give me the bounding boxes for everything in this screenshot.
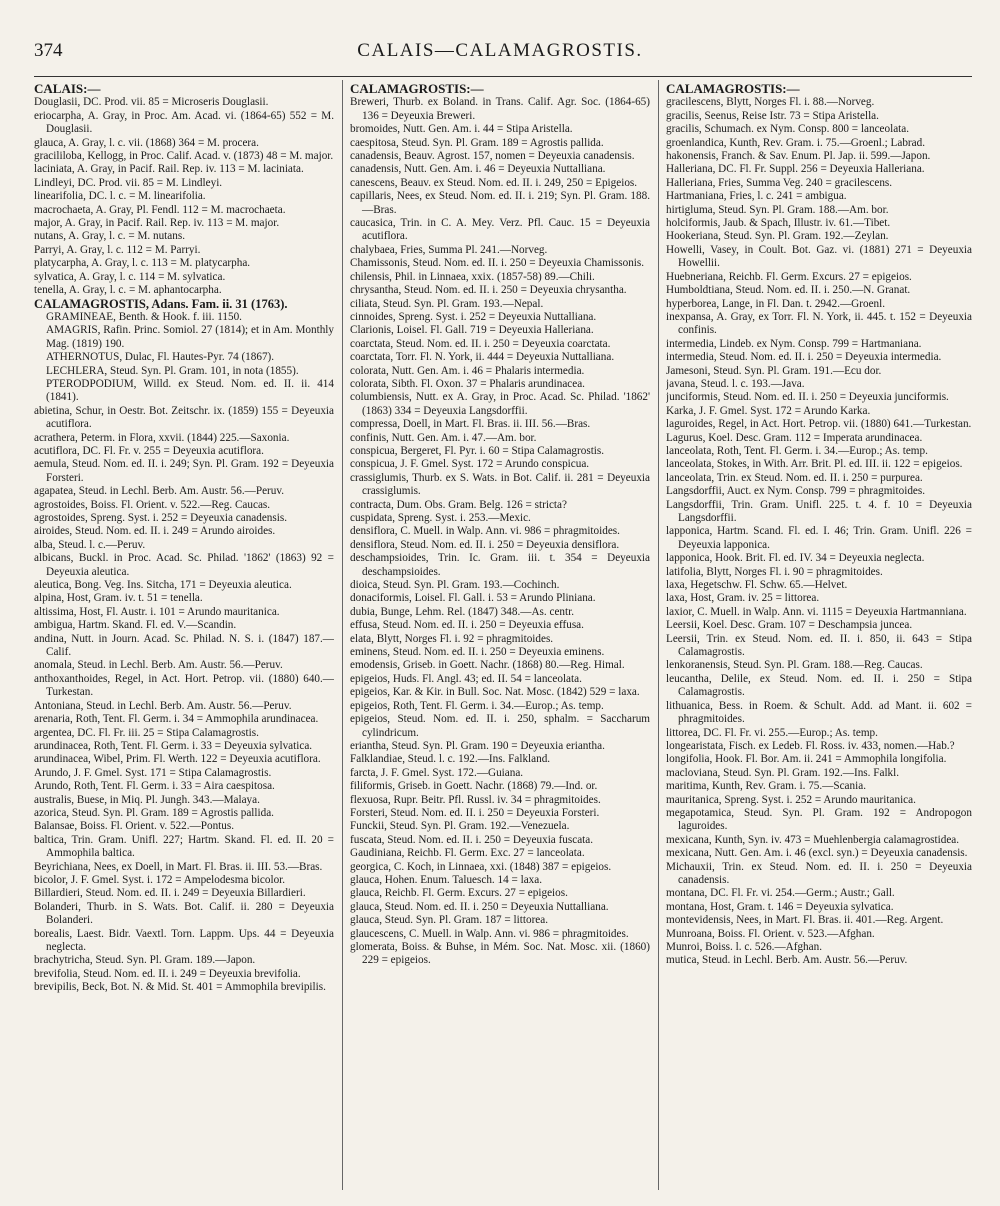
entry: hakonensis, Franch. & Sav. Enum. Pl. Jap. ii. 599.—Japon.	[666, 150, 931, 163]
entry: littorea, DC. Fl. Fr. vi. 255.—Europ.; As. temp.	[666, 726, 878, 739]
entry: compressa, Doell, in Mart. Fl. Bras. ii. III. 56.—Bras.	[350, 418, 591, 431]
entry: brevifolia, Steud. Nom. ed. II. i. 249 = Deyeuxia brevifolia.	[34, 967, 301, 980]
header-rule	[34, 76, 972, 77]
entry: epigeios, Steud. Nom. ed. II. i. 250, sphalm. = Saccharum cylindricum.	[350, 713, 650, 739]
entry: alpina, Host, Gram. iv. t. 51 = tenella.	[34, 592, 203, 605]
entry: Clarionis, Loisel. Fl. Gall. 719 = Deyeuxia Halleriana.	[350, 324, 594, 337]
entry: macloviana, Steud. Syn. Pl. Gram. 192.—Ins. Falkl.	[666, 766, 900, 779]
entry: gracilis, Seenus, Reise Istr. 73 = Stipa Aristella.	[666, 109, 879, 122]
entry: andina, Nutt. in Journ. Acad. Sc. Philad. N. S. i. (1847) 187.—Calif.	[34, 632, 334, 659]
entry: Humboldtiana, Steud. Nom. ed. II. i. 250.—N. Granat.	[666, 284, 911, 297]
entry: Breweri, Thurb. ex Boland. in Trans. Calif. Agr. Soc. (1864-65) 136 = Deyeuxia Breweri.	[350, 96, 650, 122]
entry: hirtigluma, Steud. Syn. Pl. Gram. 188.—Am. bor.	[666, 203, 889, 216]
entry: crassiglumis, Thurb. ex S. Wats. in Bot. Calif. ii. 281 = Deyeuxia crassiglumis.	[350, 471, 650, 498]
entry: intermedia, Lindeb. ex Nym. Consp. 799 = Hartmaniana.	[666, 337, 922, 350]
entry: Arundo, Roth, Tent. Fl. Germ. i. 33 = Aira caespitosa.	[34, 780, 275, 793]
entry: longearistata, Fisch. ex Ledeb. Fl. Ross. iv. 433, nomen.—Hab.?	[666, 739, 955, 752]
entry: confinis, Nutt. Gen. Am. i. 47.—Am. bor.	[350, 431, 537, 444]
entry: agapatea, Steud. in Lechl. Berb. Am. Austr. 56.—Peruv.	[34, 485, 285, 498]
entry: Michauxii, Trin. ex Steud. Nom. ed. II. i. 250 = Deyeuxia canadensis.	[666, 860, 972, 886]
entry: brachytricha, Steud. Syn. Pl. Gram. 189.—Japon.	[34, 954, 256, 967]
entry: canadensis, Nutt. Gen. Am. i. 46 = Deyeuxia Nuttalliana.	[350, 163, 606, 176]
entry: arundinacea, Wibel, Prim. Fl. Werth. 122 = Deyeuxia acutiflora.	[34, 753, 321, 766]
entry: canescens, Beauv. ex Steud. Nom. ed. II. i. 249, 250 = Epigeios.	[350, 176, 638, 189]
entry: lithuanica, Bess. in Roem. & Schult. Add. ad Mant. ii. 602 = phragmitoides.	[666, 699, 972, 726]
genus-heading: CALAIS:—	[34, 81, 101, 96]
running-title: CALAIS—CALAMAGROSTIS.	[357, 40, 643, 61]
entry: GRAMINEAE, Benth. & Hook. f. iii. 1150.	[46, 310, 242, 323]
entry: laciniata, A. Gray, in Pacif. Rail. Rep. iv. 113 = M. laciniata.	[34, 163, 304, 176]
entry: eriocarpha, A. Gray, in Proc. Am. Acad. vi. (1864-65) 552 = M. Douglasii.	[34, 109, 334, 136]
entry: capillaris, Nees, ex Steud. Nom. ed. II. i. 219; Syn. Pl. Gram. 188.—Bras.	[350, 190, 650, 216]
entry: glauca, Hohen. Enum. Taluesch. 14 = laxa.	[350, 873, 543, 886]
entry: major, A. Gray, in Pacif. Rail. Rep. iv. 113 = M. major.	[34, 217, 280, 230]
entry: gracilescens, Blytt, Norges Fl. i. 88.—Norveg.	[666, 96, 875, 109]
entry: Parryi, A. Gray, l. c. 112 = M. Parryi.	[34, 243, 201, 256]
entry: Halleriana, Fries, Summa Veg. 240 = gracilescens.	[666, 176, 893, 189]
entry: Munroana, Boiss. Fl. Orient. v. 523.—Afghan.	[666, 927, 875, 940]
genus-heading: CALAMAGROSTIS:—	[350, 81, 484, 96]
entry: contracta, Dum. Obs. Gram. Belg. 126 = stricta?	[350, 498, 567, 511]
entry-list	[666, 96, 972, 967]
entry: Karka, J. F. Gmel. Syst. 172 = Arundo Karka.	[666, 404, 871, 417]
entry: Gaudiniana, Reichb. Fl. Germ. Exc. 27 = lanceolata.	[350, 847, 585, 860]
entry: donaciformis, Loisel. Fl. Gall. i. 53 = Arundo Pliniana.	[350, 592, 596, 605]
entry: Bolanderi, Thurb. in S. Wats. Bot. Calif. ii. 280 = Deyeuxia Bolanderi.	[34, 900, 334, 927]
entry: conspicua, Bergeret, Fl. Pyr. i. 60 = Stipa Calamagrostis.	[350, 444, 605, 457]
entry: aleutica, Bong. Veg. Ins. Sitcha, 171 = Deyeuxia aleutica.	[34, 579, 292, 592]
entry: cinnoides, Spreng. Syst. i. 252 = Deyeuxia Nuttalliana.	[350, 310, 597, 323]
column-1	[34, 80, 334, 1200]
entry: flexuosa, Rupr. Beitr. Pfl. Russl. iv. 34 = phragmitoides.	[350, 793, 601, 806]
entry: Falklandiae, Steud. l. c. 192.—Ins. Falkland.	[350, 753, 551, 766]
entry: caespitosa, Steud. Syn. Pl. Gram. 189 = Agrostis pallida.	[350, 136, 604, 149]
entry: effusa, Steud. Nom. ed. II. i. 250 = Deyeuxia effusa.	[350, 619, 584, 632]
entry: laxa, Host, Gram. iv. 25 = littorea.	[666, 592, 820, 605]
entry: montevidensis, Nees, in Mart. Fl. Bras. ii. 401.—Reg. Argent.	[666, 914, 944, 927]
entry: gracilis, Schumach. ex Nym. Consp. 800 = lanceolata.	[666, 123, 910, 136]
entry: Howelli, Vasey, in Coult. Bot. Gaz. vi. (1881) 271 = Deyeuxia Howellii.	[666, 243, 972, 270]
entry: lanceolata, Trin. ex Steud. Nom. ed. II. i. 250 = purpurea.	[666, 471, 923, 484]
entry-list	[34, 96, 334, 297]
entry: javana, Steud. l. c. 193.—Java.	[666, 377, 805, 390]
entry: Huebneriana, Reichb. Fl. Germ. Excurs. 27 = epigeios.	[666, 270, 912, 283]
entry: Munroi, Boiss. l. c. 526.—Afghan.	[666, 941, 822, 953]
entry: eminens, Steud. Nom. ed. II. i. 250 = Deyeuxia eminens.	[350, 646, 605, 659]
entry: colorata, Nutt. Gen. Am. i. 46 = Phalaris intermedia.	[350, 364, 585, 377]
entry: tenella, A. Gray, l. c. = M. aphantocarpha.	[34, 284, 222, 297]
entry: junciformis, Steud. Nom. ed. II. i. 250 = Deyeuxia junciformis.	[666, 391, 949, 404]
entry: chilensis, Phil. in Linnaea, xxix. (1857-58) 89.—Chili.	[350, 270, 595, 283]
entry: inexpansa, A. Gray, ex Torr. Fl. N. York, ii. 445. t. 152 = Deyeuxia confinis.	[666, 310, 972, 337]
entry: Langsdorffii, Auct. ex Nym. Consp. 799 = phragmitoides.	[666, 485, 926, 498]
entry: mexicana, Nutt. Gen. Am. i. 46 (excl. syn.) = Deyeuxia canadensis.	[666, 847, 968, 860]
entry: mutica, Steud. in Lechl. Berb. Am. Austr. 56.—Peruv.	[666, 954, 908, 967]
entry: Douglasii, DC. Prod. vii. 85 = Microseris Douglasii.	[34, 96, 269, 109]
entry: chalybaea, Fries, Summa Pl. 241.—Norveg.	[350, 243, 548, 256]
genus-heading: CALAMAGROSTIS, Adans. Fam. ii. 31 (1763).	[34, 296, 288, 311]
entry: nutans, A. Gray, l. c. = M. nutans.	[34, 230, 186, 243]
entry: laguroides, Regel, in Act. Hort. Petrop. vii. (1880) 641.—Turkestan.	[666, 418, 972, 431]
entry: alba, Steud. l. c.—Peruv.	[34, 538, 146, 551]
entry: PTERODPODIUM, Willd. ex Steud. Nom. ed. II. ii. 414 (1841).	[46, 377, 334, 404]
entry: glauca, Steud. Syn. Pl. Gram. 187 = littorea.	[350, 914, 549, 927]
entry: arenaria, Roth, Tent. Fl. Germ. i. 34 = Ammophila arundinacea.	[34, 713, 319, 726]
entry-list	[350, 96, 650, 967]
entry: colorata, Sibth. Fl. Oxon. 37 = Phalaris arundinacea.	[350, 377, 585, 390]
entry: leucantha, Delile, ex Steud. Nom. ed. II. i. 250 = Stipa Calamagrostis.	[666, 672, 972, 699]
entry: latifolia, Blytt, Norges Fl. i. 90 = phragmitoides.	[666, 565, 883, 578]
entry: ATHERNOTUS, Dulac, Fl. Hautes-Pyr. 74 (1867).	[46, 351, 275, 364]
entry: agrostoides, Boiss. Fl. Orient. v. 522.—Reg. Caucas.	[34, 498, 271, 511]
entry: densiflora, C. Muell. in Walp. Ann. vi. 986 = phragmitoides.	[350, 525, 620, 538]
entry: agrostoides, Spreng. Syst. i. 252 = Deyeuxia canadensis.	[34, 512, 288, 524]
entry: glomerata, Boiss. & Buhse, in Mém. Soc. Nat. Mosc. xii. (1860) 229 = epigeios.	[350, 941, 650, 967]
entry: holciformis, Jaub. & Spach, Illustr. iv. 61.—Tibet.	[666, 217, 891, 230]
entry: borealis, Laest. Bidr. Vaextl. Torn. Lappm. Ups. 44 = Deyeuxia neglecta.	[34, 927, 334, 953]
entry: coarctata, Torr. Fl. N. York, ii. 444 = Deyeuxia Nuttalliana.	[350, 351, 615, 364]
entry: filiformis, Griseb. in Goett. Nachr. (1868) 79.—Ind. or.	[350, 780, 598, 793]
entry: canadensis, Beauv. Agrost. 157, nomen = Deyeuxia canadensis.	[350, 150, 635, 163]
entry: caucasica, Trin. in C. A. Mey. Verz. Pfl. Cauc. 15 = Deyeuxia acutiflora.	[350, 217, 650, 243]
entry: altissima, Host, Fl. Austr. i. 101 = Arundo mauritanica.	[34, 605, 280, 618]
entry: glauca, A. Gray, l. c. vii. (1868) 364 = M. procera.	[34, 136, 259, 149]
entry: lapponica, Hartm. Scand. Fl. ed. I. 46; Trin. Gram. Unifl. 226 = Deyeuxia lapponica.	[666, 525, 972, 551]
entry: Jamesoni, Steud. Syn. Pl. Gram. 191.—Ecu dor.	[666, 364, 882, 377]
entry: macrochaeta, A. Gray, Pl. Fendl. 112 = M. macrochaeta.	[34, 203, 286, 216]
entry: lenkoranensis, Steud. Syn. Pl. Gram. 188.—Reg. Caucas.	[666, 659, 923, 672]
entry: bromoides, Nutt. Gen. Am. i. 44 = Stipa Aristella.	[350, 123, 573, 136]
entry: cuspidata, Spreng. Syst. i. 253.—Mexic.	[350, 512, 531, 524]
entry: gracililoba, Kellogg, in Proc. Calif. Acad. v. (1873) 48 = M. major.	[34, 150, 334, 163]
entry: mauritanica, Spreng. Syst. i. 252 = Arundo mauritanica.	[666, 793, 916, 806]
entry: Langsdorffii, Trin. Gram. Unifl. 225. t. 4. f. 10 = Deyeuxia Langsdorffii.	[666, 498, 972, 524]
entry: elata, Blytt, Norges Fl. i. 92 = phragmitoides.	[350, 632, 554, 645]
entry: deschampsioides, Trin. Ic. Gram. iii. t. 354 = Deyeuxia deschampsioides.	[350, 552, 650, 578]
entry: sylvatica, A. Gray, l. c. 114 = M. sylvatica.	[34, 270, 226, 283]
entry: ambigua, Hartm. Skand. Fl. ed. V.—Scandin.	[34, 619, 237, 632]
entry: longifolia, Hook. Fl. Bor. Am. ii. 241 = Ammophila longifolia.	[666, 753, 947, 766]
entry: chrysantha, Steud. Nom. ed. II. i. 250 = Deyeuxia chrysantha.	[350, 284, 627, 297]
entry: Antoniana, Steud. in Lechl. Berb. Am. Austr. 56.—Peruv.	[34, 699, 292, 712]
entry: aemula, Steud. Nom. ed. II. i. 249; Syn. Pl. Gram. 192 = Deyeuxia Forsteri.	[34, 458, 334, 484]
entry: eriantha, Steud. Syn. Pl. Gram. 190 = Deyeuxia eriantha.	[350, 739, 605, 752]
entry: AMAGRIS, Rafin. Princ. Somiol. 27 (1814); et in Am. Monthly Mag. (1819) 190.	[46, 324, 334, 350]
column-3	[666, 80, 972, 1200]
entry: glauca, Reichb. Fl. Germ. Excurs. 27 = epigeios.	[350, 887, 568, 900]
entry: georgica, C. Koch, in Linnaea, xxi. (1848) 387 = epigeios.	[350, 860, 612, 873]
entry: intermedia, Steud. Nom. ed. II. i. 250 = Deyeuxia intermedia.	[666, 351, 942, 364]
entry: montana, DC. Fl. Fr. vi. 254.—Germ.; Austr.; Gall.	[666, 887, 895, 900]
entry: Arundo, J. F. Gmel. Syst. 171 = Stipa Calamagrostis.	[34, 766, 272, 779]
entry: farcta, J. F. Gmel. Syst. 172.—Guiana.	[350, 766, 524, 779]
entry: ciliata, Steud. Syn. Pl. Gram. 193.—Nepal.	[350, 297, 544, 310]
entry: groenlandica, Kunth, Rev. Gram. i. 75.—Groenl.; Labrad.	[666, 136, 925, 149]
entry: epigeios, Kar. & Kir. in Bull. Soc. Nat. Mosc. (1842) 529 = laxa.	[350, 686, 640, 699]
entry: dubia, Bunge, Lehm. Rel. (1847) 348.—As. centr.	[350, 605, 575, 618]
entry: argentea, DC. Fl. Fr. iii. 25 = Stipa Calamagrostis.	[34, 726, 259, 739]
entry: laxa, Hegetschw. Fl. Schw. 65.—Helvet.	[666, 579, 848, 592]
entry: platycarpha, A. Gray, l. c. 113 = M. platycarpha.	[34, 257, 251, 270]
column-divider	[342, 80, 343, 1190]
entry: baltica, Trin. Gram. Unifl. 227; Hartm. Skand. Fl. ed. II. 20 = Ammophila baltica.	[34, 833, 334, 860]
entry: linearifolia, DC. l. c. = M. linearifolia.	[34, 190, 206, 203]
entry-list	[34, 405, 334, 995]
synonym-list	[34, 311, 334, 405]
entry: acrathera, Peterm. in Flora, xxvii. (1844) 225.—Saxonia.	[34, 431, 290, 444]
entry: Hartmaniana, Fries, l. c. 241 = ambigua.	[666, 190, 847, 203]
entry: Funckii, Steud. Syn. Pl. Gram. 192.—Venezuela.	[350, 820, 570, 833]
entry: lanceolata, Roth, Tent. Fl. Germ. i. 34.—Europ.; As. temp.	[666, 444, 928, 457]
entry: brevipilis, Beck, Bot. N. & Mid. St. 401 = Ammophila brevipilis.	[34, 981, 326, 994]
entry: hyperborea, Lange, in Fl. Dan. t. 2942.—Groenl.	[666, 297, 886, 310]
entry: montana, Host, Gram. t. 146 = Deyeuxia sylvatica.	[666, 900, 894, 913]
entry: azorica, Steud. Syn. Pl. Gram. 189 = Agrostis pallida.	[34, 806, 274, 819]
entry: glaucescens, C. Muell. in Walp. Ann. vi. 986 = phragmitoides.	[350, 927, 629, 940]
entry: acutiflora, DC. Fl. Fr. v. 255 = Deyeuxia acutiflora.	[34, 444, 264, 457]
entry: Leersii, Koel. Desc. Gram. 107 = Deschampsia juncea.	[666, 619, 913, 632]
entry: fuscata, Steud. Nom. ed. II. i. 250 = Deyeuxia fuscata.	[350, 833, 594, 846]
entry: Forsteri, Steud. Nom. ed. II. i. 250 = Deyeuxia Forsteri.	[350, 806, 600, 819]
entry: anomala, Steud. in Lechl. Berb. Am. Austr. 56.—Peruv.	[34, 659, 283, 672]
entry: bicolor, J. F. Gmel. Syst. i. 172 = Ampelodesma bicolor.	[34, 873, 286, 886]
entry: Hookeriana, Steud. Syn. Pl. Gram. 192.—Zeylan.	[666, 230, 889, 243]
entry: glauca, Steud. Nom. ed. II. i. 250 = Deyeuxia Nuttalliana.	[350, 900, 609, 913]
entry: Billardieri, Steud. Nom. ed. II. i. 249 = Deyeuxia Billardieri.	[34, 887, 306, 900]
entry: LECHLERA, Steud. Syn. Pl. Gram. 101, in nota (1855).	[46, 364, 299, 377]
entry: epigeios, Roth, Tent. Fl. Germ. i. 34.—Europ.; As. temp.	[350, 699, 604, 712]
entry: dioica, Steud. Syn. Pl. Gram. 193.—Cochinch.	[350, 579, 560, 592]
entry: megapotamica, Steud. Syn. Pl. Gram. 192 = Andropogon laguroides.	[666, 806, 972, 833]
entry: lapponica, Hook. Brit. Fl. ed. IV. 34 = Deyeuxia neglecta.	[666, 552, 925, 565]
entry: epigeios, Huds. Fl. Angl. 43; ed. II. 54 = lanceolata.	[350, 672, 582, 685]
entry: Halleriana, DC. Fl. Fr. Suppl. 256 = Deyeuxia Halleriana.	[666, 163, 925, 176]
entry: densiflora, Steud. Nom. ed. II. i. 250 = Deyeuxia densiflora.	[350, 538, 620, 551]
entry: Leersii, Trin. ex Steud. Nom. ed. II. i. 850, ii. 643 = Stipa Calamagrostis.	[666, 632, 972, 659]
column-2	[350, 80, 650, 1200]
entry: Lindleyi, DC. Prod. vii. 85 = M. Lindleyi.	[34, 176, 223, 189]
entry: laxior, C. Muell. in Walp. Ann. vi. 1115 = Deyeuxia Hartmanniana.	[666, 605, 967, 618]
entry: Lagurus, Koel. Desc. Gram. 112 = Imperata arundinacea.	[666, 431, 923, 444]
entry: coarctata, Steud. Nom. ed. II. i. 250 = Deyeuxia coarctata.	[350, 337, 611, 350]
entry: abietina, Schur, in Oestr. Bot. Zeitschr. ix. (1859) 155 = Deyeuxia acutiflora.	[34, 404, 334, 431]
column-divider	[658, 80, 659, 1190]
genus-heading: CALAMAGROSTIS:—	[666, 81, 800, 96]
entry: mexicana, Kunth, Syn. iv. 473 = Muehlenbergia calamagrostidea.	[666, 833, 960, 846]
entry: arundinacea, Roth, Tent. Fl. Germ. i. 33 = Deyeuxia sylvatica.	[34, 739, 313, 752]
entry: maritima, Kunth, Rev. Gram. i. 75.—Scania.	[666, 780, 866, 793]
entry: albicans, Buckl. in Proc. Acad. Sc. Philad. '1862' (1863) 92 = Deyeuxia aleutica.	[34, 552, 334, 578]
entry: airoides, Steud. Nom. ed. II. i. 249 = Arundo airoides.	[34, 525, 276, 538]
entry: anthoxanthoides, Regel, in Act. Hort. Petrop. vii. (1880) 640.—Turkestan.	[34, 672, 334, 699]
entry: lanceolata, Stokes, in With. Arr. Brit. Pl. ed. III. ii. 122 = epigeios.	[666, 458, 963, 471]
entry: Chamissonis, Steud. Nom. ed. II. i. 250 = Deyeuxia Chamissonis.	[350, 257, 645, 270]
entry: Balansae, Boiss. Fl. Orient. v. 522.—Pontus.	[34, 820, 235, 833]
entry: emodensis, Griseb. in Goett. Nachr. (1868) 80.—Reg. Himal.	[350, 659, 625, 672]
entry: columbiensis, Nutt. ex A. Gray, in Proc. Acad. Sc. Philad. '1862' (1863) 334 = Deyeuxia Langsdorffii.	[350, 391, 650, 417]
entry: australis, Buese, in Miq. Pl. Jungh. 343.—Malaya.	[34, 793, 260, 806]
entry: conspicua, J. F. Gmel. Syst. 172 = Arundo conspicua.	[350, 458, 590, 471]
page-number: 374	[34, 40, 63, 61]
entry: Beyrichiana, Nees, ex Doell, in Mart. Fl. Bras. ii. III. 53.—Bras.	[34, 860, 323, 873]
